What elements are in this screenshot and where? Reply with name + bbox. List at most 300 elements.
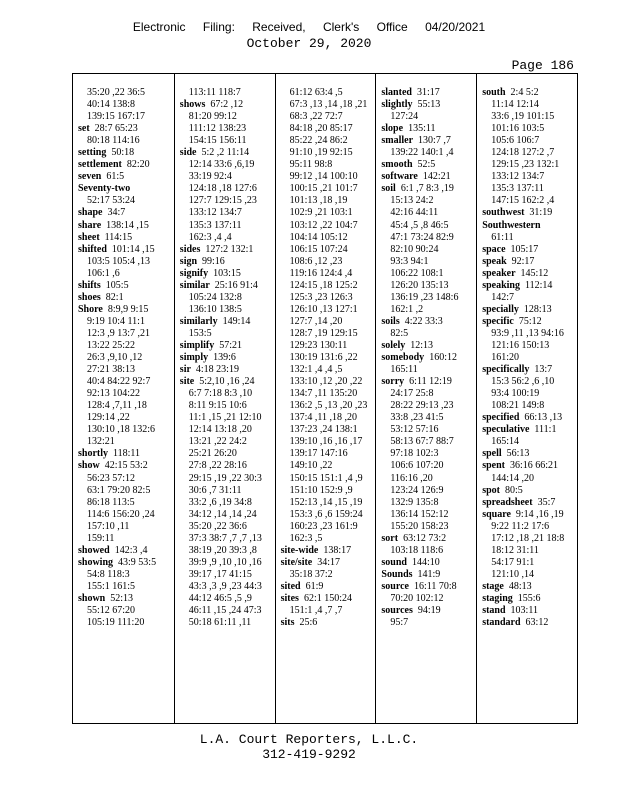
index-entry-continuation [381, 220, 476, 232]
index-refs: 33:6 ,19 101:15 [491, 111, 555, 123]
index-entry-continuation [78, 533, 174, 545]
index-refs: 105:24 132:8 [188, 291, 242, 303]
index-entry-continuation [78, 316, 174, 328]
index-entry-continuation [482, 557, 577, 569]
index-entry-continuation [281, 388, 376, 400]
index-refs: 136:19 ,23 148:6 [390, 291, 459, 303]
index-refs: 128:13 [523, 303, 552, 315]
index-entry-continuation [482, 292, 577, 304]
index-term: speaking [482, 279, 520, 291]
word-index-table [72, 73, 578, 724]
index-refs: 43:9 53:5 [118, 556, 157, 568]
index-term: sir [179, 364, 191, 376]
index-entry-continuation [78, 412, 174, 424]
index-entry-continuation [180, 328, 275, 340]
index-refs: 95:7 [390, 617, 409, 629]
index-entry-continuation [281, 424, 376, 436]
index-term: site [179, 376, 195, 388]
index-entry-continuation [78, 364, 174, 376]
index-refs: 103:18 118:6 [390, 544, 444, 556]
index-entry-continuation [482, 436, 577, 448]
index-refs: 84:18 ,20 85:17 [289, 123, 353, 135]
index-entry-continuation [381, 545, 476, 557]
index-refs: 18:12 31:11 [491, 544, 539, 556]
index-entry [180, 147, 275, 159]
index-refs: 101:16 103:5 [491, 123, 545, 135]
index-term: slope [381, 123, 404, 135]
index-refs: 42:15 53:2 [104, 460, 148, 472]
index-refs: 42:16 44:11 [390, 207, 439, 219]
index-refs: 127:7 ,14 ,20 [289, 315, 343, 327]
index-entry-continuation [180, 617, 275, 629]
index-refs: 151:10 152:9 ,9 [289, 484, 353, 496]
index-entry [381, 533, 476, 545]
index-term: shoes [78, 291, 101, 303]
index-entry-continuation [180, 135, 275, 147]
index-entry-continuation [78, 352, 174, 364]
index-refs: 154:15 156:11 [188, 135, 247, 147]
index-entry-continuation [381, 521, 476, 533]
index-refs: 103:12 ,22 104:7 [289, 219, 358, 231]
index-entry-continuation [281, 280, 376, 292]
index-refs: 61:11 [491, 231, 514, 243]
index-term: south [482, 87, 506, 98]
transcript-date: October 29, 2020 [246, 36, 372, 51]
index-entry-continuation [281, 268, 376, 280]
index-refs: 35:20 ,22 36:6 [188, 520, 247, 532]
index-entry-continuation [180, 388, 275, 400]
index-refs: 111:12 138:23 [188, 123, 247, 135]
index-entry-continuation [482, 111, 577, 123]
index-refs: 26:3 ,9,10 ,12 [87, 352, 143, 364]
index-term: source [381, 580, 409, 592]
index-entry-continuation [281, 195, 376, 207]
index-entry [482, 244, 577, 256]
index-entry [482, 605, 577, 617]
index-refs: 133:10 ,12 ,20 ,22 [289, 376, 363, 388]
index-refs: 99:12 ,14 100:10 [289, 171, 358, 183]
index-term: smaller [381, 135, 414, 147]
index-entry-continuation [180, 605, 275, 617]
index-term: site/site [280, 556, 313, 568]
index-entry-continuation [180, 436, 275, 448]
index-refs: 35:7 [537, 496, 556, 508]
index-entry [180, 364, 275, 376]
index-term: simplify [179, 339, 215, 351]
index-entry [78, 292, 174, 304]
index-entry [482, 460, 577, 472]
index-refs: 29:15 ,19 ,22 30:3 [188, 472, 262, 484]
index-entry-continuation [281, 400, 376, 412]
index-refs: 50:18 [111, 147, 135, 159]
index-term: square [482, 508, 511, 520]
index-refs: 82:1 [105, 291, 124, 303]
index-refs: 80:5 [504, 484, 523, 496]
index-refs: 162:1 ,2 [390, 303, 424, 315]
index-entry-continuation [381, 207, 476, 219]
index-entry-continuation [281, 569, 376, 581]
index-entry-continuation [482, 352, 577, 364]
index-refs: 99:16 [202, 255, 225, 267]
index-refs: 25:21 26:20 [188, 448, 237, 460]
index-entry-continuation [180, 593, 275, 605]
index-refs: 61:12 63:4 ,5 [289, 87, 343, 98]
index-entry-continuation [78, 497, 174, 509]
index-entry [482, 280, 577, 292]
index-refs: 39:9 ,9 ,10 ,10 ,16 [188, 556, 262, 568]
index-refs: 130:19 131:6 ,22 [289, 352, 358, 364]
index-entry [78, 304, 174, 316]
index-term: setting [78, 147, 107, 159]
index-refs: 40:14 138:8 [87, 99, 136, 111]
index-term: specified [482, 412, 520, 424]
index-refs: 35:18 37:2 [289, 568, 333, 580]
index-refs: 113:11 118:7 [188, 87, 241, 98]
index-entry-continuation [381, 232, 476, 244]
index-term: specifically [482, 364, 530, 376]
index-entry-continuation [281, 183, 376, 195]
index-entry-continuation [180, 497, 275, 509]
index-entry-continuation [180, 545, 275, 557]
index-refs: 54:17 91:1 [491, 556, 535, 568]
index-refs: 54:8 118:3 [87, 568, 130, 580]
index-refs: 124:15 ,18 125:2 [289, 279, 358, 291]
index-term: shortly [78, 448, 108, 460]
index-entry-continuation [78, 581, 174, 593]
index-refs: 144:14 ,20 [491, 472, 534, 484]
index-term: sites [280, 592, 299, 604]
index-refs: 38:19 ,20 39:3 ,8 [188, 544, 257, 556]
index-entry [78, 460, 174, 472]
index-refs: 25:16 91:4 [214, 279, 258, 291]
index-entry-continuation [381, 485, 476, 497]
index-refs: 12:14 13:18 ,20 [188, 424, 252, 436]
index-term: shape [78, 207, 103, 219]
index-refs: 6:11 12:19 [409, 376, 452, 388]
index-entry-continuation [281, 460, 376, 472]
index-refs: 75:12 [518, 315, 542, 327]
index-entry-continuation [281, 497, 376, 509]
index-entry-continuation [180, 87, 275, 99]
index-column [375, 74, 476, 723]
index-refs: 82:10 90:24 [390, 243, 439, 255]
index-entry-continuation [381, 460, 476, 472]
index-refs: 155:20 158:23 [390, 520, 449, 532]
index-refs: 12:3 ,9 13:7 ,21 [87, 327, 151, 339]
index-refs: 9:22 11:2 17:6 [491, 520, 550, 532]
index-term: staging [482, 592, 513, 604]
index-term: sources [381, 605, 413, 617]
index-refs: 139:15 167:17 [87, 111, 146, 123]
index-entry-continuation [78, 509, 174, 521]
index-entry [482, 509, 577, 521]
reporter-name: L.A. Court Reporters, L.L.C. [199, 732, 419, 747]
index-entry-continuation [381, 617, 476, 629]
index-refs: 82:5 [390, 327, 409, 339]
index-refs: 34:7 [107, 207, 126, 219]
index-refs: 114:15 [104, 231, 133, 243]
index-refs: 62:1 150:24 [303, 592, 352, 604]
index-term: sits [280, 617, 295, 629]
index-entry-continuation [180, 292, 275, 304]
index-refs: 81:20 99:12 [188, 111, 237, 123]
index-refs: 15:3 56:2 ,6 ,10 [491, 376, 555, 388]
index-entry [482, 448, 577, 460]
index-refs: 135:3 137:11 [491, 183, 544, 195]
index-refs: 160:12 [429, 352, 457, 364]
index-entry-continuation [482, 183, 577, 195]
index-entry-continuation [482, 340, 577, 352]
index-refs: 82:20 [126, 159, 150, 171]
index-entry-continuation [180, 533, 275, 545]
index-entry [381, 316, 476, 328]
index-refs: 9:14 ,16 ,19 [515, 508, 564, 520]
index-entry-continuation [281, 605, 376, 617]
index-entry [180, 244, 275, 256]
index-term: slanted [381, 87, 412, 98]
index-entry-continuation [180, 195, 275, 207]
index-entry [180, 340, 275, 352]
index-entry-continuation [78, 376, 174, 388]
index-refs: 68:3 ,22 72:7 [289, 111, 343, 123]
index-refs: 157:10 ,11 [87, 520, 130, 532]
index-term: Sounds [381, 568, 413, 580]
index-refs: 93:9 ,11 ,13 94:16 [491, 327, 564, 339]
index-entry-continuation [78, 268, 174, 280]
index-term: Southwestern [482, 219, 541, 231]
index-entry-continuation [482, 400, 577, 412]
index-refs: 33:8 ,23 41:5 [390, 412, 444, 424]
index-term: show [78, 460, 100, 472]
index-entry-continuation [381, 111, 476, 123]
reporter-phone: 312-419-9292 [262, 747, 356, 762]
index-term: spell [482, 448, 502, 460]
index-refs: 103:15 [213, 267, 241, 279]
index-entry-continuation [78, 340, 174, 352]
index-term: somebody [381, 352, 425, 364]
index-entry [78, 557, 174, 569]
index-entry-continuation [482, 99, 577, 111]
index-refs: 141:9 [417, 568, 441, 580]
index-term: shifted [78, 243, 107, 255]
index-refs: 162:3 ,5 [289, 532, 323, 544]
index-entry [381, 557, 476, 569]
index-entry-continuation [281, 521, 376, 533]
index-refs: 129:15 ,23 132:1 [491, 159, 560, 171]
index-refs: 52:5 [417, 159, 436, 171]
index-entry-continuation [180, 460, 275, 472]
index-entry-continuation [381, 304, 476, 316]
page-number: Page 186 [511, 58, 574, 73]
index-entry [281, 593, 376, 605]
index-refs: 52:13 [110, 592, 134, 604]
index-refs: 106:6 107:20 [390, 460, 444, 472]
index-refs: 165:14 [491, 436, 519, 448]
index-refs: 6:7 7:18 8:3 ,10 [188, 388, 253, 400]
index-refs: 53:12 57:16 [390, 424, 439, 436]
index-refs: 17:12 ,18 ,21 18:8 [491, 532, 565, 544]
index-refs: 93:4 100:19 [491, 388, 540, 400]
index-refs: 5:2 ,2 11:14 [201, 147, 250, 159]
index-refs: 13:7 [534, 364, 553, 376]
index-entry-continuation [381, 509, 476, 521]
index-term: speculative [482, 424, 530, 436]
index-entry-continuation [281, 352, 376, 364]
index-refs: 137:23 ,24 138:1 [289, 424, 358, 436]
index-refs: 55:13 [417, 99, 441, 111]
index-refs: 39:17 ,17 41:15 [188, 568, 252, 580]
index-refs: 97:18 102:3 [390, 448, 439, 460]
index-refs: 155:1 161:5 [87, 580, 136, 592]
index-refs: 139:22 140:1 ,4 [390, 147, 454, 159]
index-entry [381, 135, 476, 147]
index-entry [78, 207, 174, 219]
index-refs: 103:5 105:4 ,13 [87, 255, 151, 267]
index-entry-continuation [78, 99, 174, 111]
index-refs: 129:23 130:11 [289, 339, 348, 351]
index-refs: 46:11 ,15 ,24 47:3 [188, 605, 262, 617]
index-entry [381, 352, 476, 364]
index-refs: 91:10 ,19 92:15 [289, 147, 353, 159]
index-entry-continuation [180, 171, 275, 183]
index-term: solely [381, 339, 406, 351]
index-term: shifts [78, 279, 101, 291]
index-entry [482, 412, 577, 424]
index-term: sheet [78, 231, 100, 243]
index-entry-continuation [78, 195, 174, 207]
index-refs: 106:15 107:24 [289, 243, 348, 255]
index-refs: 40:4 84:22 92:7 [87, 376, 151, 388]
index-entry-continuation [281, 473, 376, 485]
index-entry-continuation [180, 111, 275, 123]
index-entry-continuation [78, 400, 174, 412]
index-entry [482, 424, 577, 436]
index-entry-continuation [78, 569, 174, 581]
index-term: speak [482, 255, 507, 267]
index-refs: 80:18 114:16 [87, 135, 140, 147]
index-refs: 147:15 162:2 ,4 [491, 195, 555, 207]
index-entry [381, 376, 476, 388]
index-refs: 135:11 [408, 123, 436, 135]
index-entry [482, 593, 577, 605]
index-entry [78, 448, 174, 460]
index-entry [78, 147, 174, 159]
index-refs: 151:1 ,4 ,7 ,7 [289, 605, 343, 617]
index-entry-continuation [482, 135, 577, 147]
index-refs: 67:2 ,12 [210, 99, 244, 111]
index-refs: 13:21 ,22 24:2 [188, 436, 247, 448]
index-entry [482, 316, 577, 328]
index-entry-continuation [180, 123, 275, 135]
index-entry [78, 545, 174, 557]
index-refs: 27:21 38:13 [87, 364, 136, 376]
index-entry [180, 99, 275, 111]
index-entry-continuation [281, 159, 376, 171]
index-entry-continuation [482, 232, 577, 244]
filing-stamp-word: Clerk's [322, 20, 360, 34]
index-refs: 160:23 ,23 161:9 [289, 520, 358, 532]
index-refs: 105:6 106:7 [491, 135, 540, 147]
index-entry-continuation [281, 123, 376, 135]
index-refs: 112:14 [524, 279, 553, 291]
index-refs: 92:17 [511, 255, 535, 267]
index-entry-continuation [180, 448, 275, 460]
index-entry [78, 244, 174, 256]
index-refs: 136:14 152:12 [390, 508, 449, 520]
index-refs: 129:14 ,22 [87, 412, 130, 424]
index-column [174, 74, 275, 723]
index-refs: 8:9,9 9:15 [107, 303, 149, 315]
index-entry-continuation [281, 328, 376, 340]
index-entry [281, 617, 376, 629]
index-refs: 12:13 [410, 339, 434, 351]
index-entry-continuation [281, 316, 376, 328]
index-entry-continuation [482, 147, 577, 159]
index-term: space [482, 243, 506, 255]
index-refs: 124:18 ,18 127:6 [188, 183, 257, 195]
index-entry [180, 280, 275, 292]
index-refs: 130:7 ,7 [418, 135, 451, 147]
index-refs: 150:15 151:1 ,4 ,9 [289, 472, 363, 484]
index-refs: 27:8 ,22 28:16 [188, 460, 247, 472]
index-refs: 142:3 ,4 [114, 544, 148, 556]
index-entry [482, 87, 577, 99]
index-refs: 132:1 ,4 ,4 ,5 [289, 364, 343, 376]
index-column [275, 74, 376, 723]
index-entry [78, 171, 174, 183]
index-entry-continuation [78, 617, 174, 629]
index-refs: 127:24 [390, 111, 419, 123]
index-term: southwest [482, 207, 525, 219]
index-refs: 8:11 9:15 10:6 [188, 400, 247, 412]
index-refs: 37:3 38:7 ,7 ,7 ,13 [188, 532, 262, 544]
index-refs: 11:14 12:14 [491, 99, 539, 111]
index-refs: 4:22 33:3 [404, 315, 443, 327]
index-entry-continuation [78, 473, 174, 485]
index-refs: 34:12 ,14 ,14 ,24 [188, 508, 257, 520]
index-refs: 159:11 [87, 532, 115, 544]
index-refs: 57:21 [219, 339, 243, 351]
index-term: simply [179, 352, 209, 364]
index-refs: 66:13 ,13 [524, 412, 563, 424]
index-refs: 100:15 ,21 101:7 [289, 183, 358, 195]
index-entry [180, 316, 275, 328]
index-entry-continuation [180, 220, 275, 232]
index-entry-continuation [381, 412, 476, 424]
index-entry [78, 280, 174, 292]
index-entry-continuation [281, 111, 376, 123]
index-entry-continuation [381, 473, 476, 485]
filing-stamp-word: Filing: [202, 20, 235, 34]
index-refs: 126:10 ,13 127:1 [289, 303, 358, 315]
index-term: sound [381, 556, 407, 568]
index-refs: 130:10 ,18 132:6 [87, 424, 156, 436]
index-entry-continuation [381, 147, 476, 159]
index-refs: 86:18 113:5 [87, 496, 135, 508]
index-refs: 119:16 124:4 ,4 [289, 267, 353, 279]
index-entry-continuation [180, 412, 275, 424]
index-refs: 114:6 156:20 ,24 [87, 508, 155, 520]
index-refs: 31:19 [529, 207, 553, 219]
index-refs: 52:17 53:24 [87, 195, 136, 207]
index-refs: 118:11 [113, 448, 141, 460]
index-entry [482, 617, 577, 629]
index-entry-continuation [381, 328, 476, 340]
index-entry-continuation [281, 509, 376, 521]
filing-stamp-word: Office [376, 20, 408, 34]
index-refs: 108:21 149:8 [491, 400, 545, 412]
index-refs: 4:18 23:19 [195, 364, 239, 376]
